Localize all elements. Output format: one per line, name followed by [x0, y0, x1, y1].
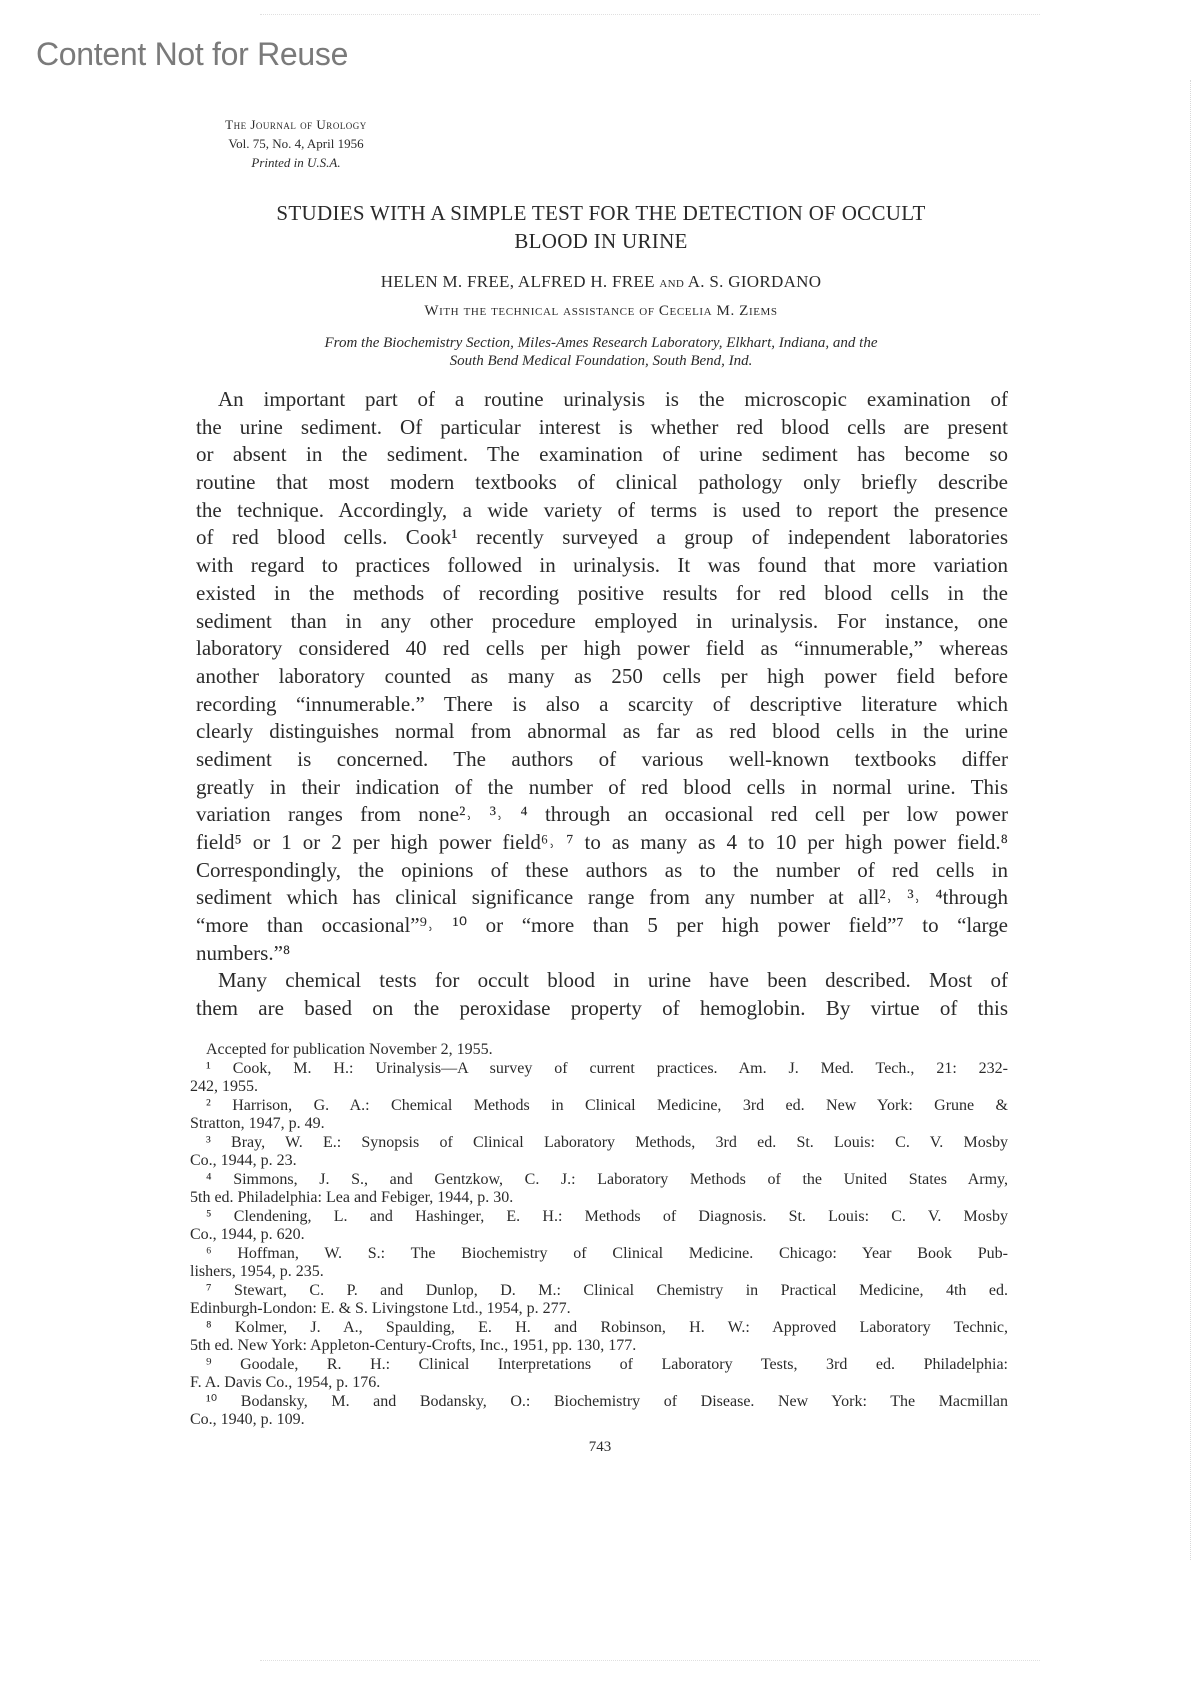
footnote-line: 5th ed. New York: Appleton-Century-Crofts, Inc., 1951, pp. 130, 177.	[190, 1337, 637, 1354]
paragraph-line: routine that most modern textbooks of clinical pathology only briefly describe	[196, 470, 1008, 495]
scan-artifact-bottom	[260, 1660, 1040, 1661]
footnote	[190, 1319, 1008, 1356]
author-names: A. S. GIORDANO	[687, 272, 822, 291]
footnote-line: ¹⁰ Bodansky, M. and Bodansky, O.: Biochemistry of Disease. New York: The Macmillan	[206, 1392, 1008, 1410]
paragraph-line: Many chemical tests for occult blood in urine have been described. Most of	[218, 968, 1008, 993]
affiliation	[196, 334, 1006, 370]
footnote	[190, 1097, 1008, 1134]
footnote-line: ⁶ Hoffman, W. S.: The Biochemistry of Clinical Medicine. Chicago: Year Book Pub-	[206, 1244, 1008, 1262]
paragraph-line: sediment is concerned. The authors of various well-known textbooks differ	[196, 746, 1008, 771]
footnote	[190, 1134, 1008, 1171]
footnote	[190, 1208, 1008, 1245]
footnote-line: Accepted for publication November 2, 1955.	[206, 1041, 493, 1058]
journal-printed: Printed in U.S.A.	[251, 155, 341, 170]
footnote-line: 242, 1955.	[190, 1078, 258, 1095]
paragraph-line: “more than occasional”⁹˒ ¹⁰ or “more than 5 per high power field”⁷ to “large	[196, 913, 1008, 938]
footnote	[190, 1245, 1008, 1282]
journal-header	[196, 115, 396, 172]
footnote-line: ¹ Cook, M. H.: Urinalysis—A survey of current practices. Am. J. Med. Tech., 21: 232-	[206, 1059, 1008, 1077]
paragraph-line: field⁵ or 1 or 2 per high power field⁶˒ ⁷ to as many as 4 to 10 per high power field.⁸	[196, 830, 1008, 854]
scan-edge-line	[1190, 80, 1191, 1560]
title-line: STUDIES WITH A SIMPLE TEST FOR THE DETECTION OF OCCULT	[276, 201, 926, 225]
footnote-line: ⁷ Stewart, C. P. and Dunlop, D. M.: Clinical Chemistry in Practical Medicine, 4th ed.	[206, 1281, 1008, 1299]
authors	[196, 271, 1006, 294]
footnote	[190, 1356, 1008, 1393]
paragraph-line: existed in the methods of recording positive results for red blood cells in the	[196, 580, 1008, 605]
affiliation-line: South Bend Medical Foundation, South Bend, Ind.	[449, 353, 753, 369]
footnote-line: 5th ed. Philadelphia: Lea and Febiger, 1944, p. 30.	[190, 1189, 514, 1206]
footnote	[190, 1282, 1008, 1319]
paragraph-line: them are based on the peroxidase property of hemoglobin. By virtue of this	[196, 996, 1008, 1021]
footnote-line: Co., 1940, p. 109.	[190, 1411, 305, 1428]
paragraph-line: Correspondingly, the opinions of these authors as to the number of red cells in	[196, 857, 1008, 882]
footnote	[190, 1171, 1008, 1208]
scan-artifact-top	[260, 14, 1040, 15]
paragraph-line: clearly distinguishes normal from abnormal as far as red blood cells in the urine	[196, 719, 1008, 744]
footnote-line: ⁴ Simmons, J. S., and Gentzkow, C. J.: Laboratory Methods of the United States Army,	[206, 1170, 1008, 1188]
paragraph-line: laboratory considered 40 red cells per high power field as “innumerable,” whereas	[196, 636, 1008, 661]
paragraph-line: sediment than in any other procedure employed in urinalysis. For instance, one	[196, 608, 1008, 633]
title-line: BLOOD IN URINE	[514, 229, 688, 253]
footnote-line: Edinburgh-London: E. & S. Livingstone Ltd., 1954, p. 277.	[190, 1300, 571, 1317]
watermark: Content Not for Reuse	[36, 36, 349, 72]
body-text	[196, 386, 1008, 1023]
footnote-line: ⁸ Kolmer, J. A., Spaulding, E. H. and Robinson, H. W.: Approved Laboratory Technic,	[206, 1318, 1008, 1336]
author-and: and	[659, 275, 685, 291]
paragraph-line: greatly in their indication of the number of red blood cells in normal urine. This	[196, 774, 1008, 799]
journal-name: The Journal of Urology	[225, 117, 367, 132]
author-names: HELEN M. FREE, ALFRED H. FREE	[380, 272, 655, 291]
footnote-line: ⁹ Goodale, R. H.: Clinical Interpretations of Laboratory Tests, 3rd ed. Philadelphia:	[206, 1355, 1008, 1373]
paragraph-line: numbers.”⁸	[196, 940, 291, 965]
footnotes	[190, 1041, 1008, 1430]
affiliation-line: From the Biochemistry Section, Miles-Ames Research Laboratory, Elkhart, Indiana, and the	[324, 335, 878, 351]
paragraph-line: another laboratory counted as many as 250 cells per high power field before	[196, 663, 1008, 688]
paragraph-line: with regard to practices followed in urinalysis. It was found that more variation	[196, 553, 1008, 578]
footnote	[190, 1393, 1008, 1430]
footnote-line: F. A. Davis Co., 1954, p. 176.	[190, 1374, 381, 1391]
page-number: 743	[588, 1439, 612, 1455]
footnote-line: ³ Bray, W. E.: Synopsis of Clinical Laboratory Methods, 3rd ed. St. Louis: C. V. Mosby	[206, 1133, 1008, 1151]
footnote-line: lishers, 1954, p. 235.	[190, 1263, 324, 1280]
footnote-line: Co., 1944, p. 620.	[190, 1226, 305, 1243]
paragraph-line: the urine sediment. Of particular interest is whether red blood cells are present	[196, 414, 1008, 439]
paragraph-line: An important part of a routine urinalysis is the microscopic examination of	[218, 387, 1008, 411]
footnote-line: ⁵ Clendening, L. and Hashinger, E. H.: Methods of Diagnosis. St. Louis: C. V. Mosby	[206, 1207, 1008, 1225]
paragraph	[196, 386, 1008, 967]
technical-assistance: With the technical assistance of Cecelia M. Ziems	[424, 303, 778, 319]
footnote-line: ² Harrison, G. A.: Chemical Methods in Clinical Medicine, 3rd ed. New York: Grune &	[206, 1096, 1008, 1114]
journal-issue: Vol. 75, No. 4, April 1956	[228, 136, 364, 151]
paragraph	[196, 967, 1008, 1022]
paragraph-line: or absent in the sediment. The examination of urine sediment has become so	[196, 442, 1008, 467]
paragraph-line: of red blood cells. Cook¹ recently surveyed a group of independent laboratories	[196, 525, 1008, 550]
paragraph-line: recording “innumerable.” There is also a scarcity of descriptive literature which	[196, 691, 1008, 716]
paragraph-line: the technique. Accordingly, a wide variety of terms is used to report the presence	[196, 497, 1008, 522]
paragraph-line: sediment which has clinical significance range from any number at all²˒ ³˒ ⁴through	[196, 885, 1008, 910]
footnote	[190, 1060, 1008, 1097]
paragraph-line: variation ranges from none²˒ ³˒ ⁴ through an occasional red cell per low power	[196, 802, 1008, 827]
acceptance-note	[190, 1041, 1008, 1060]
footnote-line: Stratton, 1947, p. 49.	[190, 1115, 325, 1132]
footnote-line: Co., 1944, p. 23.	[190, 1152, 297, 1169]
article-title	[196, 199, 1006, 255]
